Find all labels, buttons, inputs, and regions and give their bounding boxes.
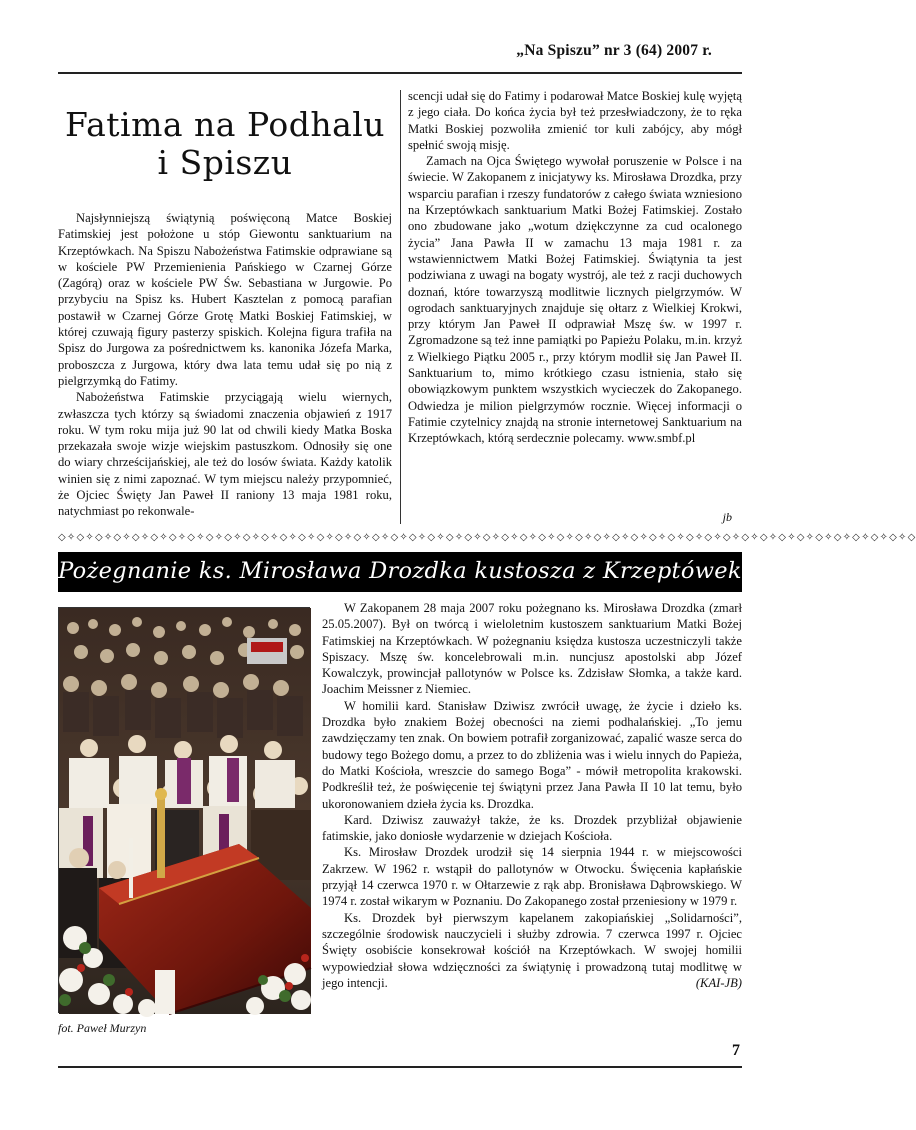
paragraph: W homilii kard. Stanisław Dziwisz zwrócił uwagę, że życie i dzieło ks. Drozdka było znakiem Bożej obecności na ziemi podhalańskiej. „To jemu zawdzięczamy ten znak. On bowiem potrafił zorganizować, zapalić wasze serca do budowy tego Bożego domu, a przez to do zbliżenia was i wielu innych do Papieża, do Matki Kościoła, wreszcie do samego Boga” - mówił metropolita krakowski. Podkreślił też, że poświęcenie tej świątyni przez Jana Pawła II 10 lat temu, było ukoronowaniem dzieła życia ks. Drozdka. — [322, 698, 742, 811]
article-left-column — [58, 88, 392, 520]
article-title-line-2: i Spiszu — [157, 143, 293, 182]
article-right-column — [408, 88, 742, 447]
funeral-photo-image — [59, 608, 311, 1014]
photo-caption: fot. Paweł Murzyn — [58, 1021, 147, 1035]
article-farewell-body — [322, 600, 742, 991]
column-divider — [400, 90, 401, 524]
paragraph: Nabożeństwa Fatimskie przyciągają wielu wiernych, zwłaszcza tych którzy są świadomi znaczenia objawień z 1917 roku. W tym roku mija już 90 lat od chwili kiedy Matka Boska przekazała swoje wizje wiejskim pastuszkom. Odnosiły się one do wiary chrześcijańskiej, ale też do losów świata. Każdy katolik winien się z nimi zapoznać. W tym miejscu należy przypomnieć, że Ojciec Święty Jan Paweł II raniony 13 maja 1981 roku, natychmiast po rekonwale- — [58, 390, 392, 519]
paragraph: Ks. Mirosław Drozdek urodził się 14 sierpnia 1944 r. w miejscowości Zakrzew. W 1962 r. wstąpił do pallotynów w Otwocku. Święcenia kapłańskie przyjął 14 czerwca 1970 r. w Ołtarzewie z rąk abp. Bronisława Dąbrowskiego. W 1974 r. został wikarym w Poznaniu. Do Zakopanego został przeniesiony w 1979 r. — [322, 845, 742, 909]
article-banner — [58, 552, 742, 592]
funeral-photo — [58, 607, 310, 1013]
paragraph: Kard. Dziwisz zauważył także, że ks. Drozdek przybliżał objawienie fatimskie, jako doniosłe wydarzenie w dziejach Kościoła. — [322, 812, 742, 844]
page-header — [58, 30, 742, 74]
paragraph: Ks. Drozdek był pierwszym kapelanem zakopiańskiej „Solidarności”, szczególnie środowisk nauczycieli i służby zdrowia. 7 czerwca 1997 r. Ojciec Święty osobiście konsekrował kościół na Krzeptówkach. W swojej homilii wypowiedział słowa wdzięczności za świątynię i prowadzoną tutaj modlitwę w jego intencji. — [322, 910, 742, 990]
source-agency: (KAI-JB) — [695, 976, 742, 991]
article-title — [58, 106, 392, 182]
paragraph: Zamach na Ojca Świętego wywołał poruszenie w Polsce i na świecie. W Zakopanem z inicjatywy ks. Mirosława Drozdka, przy wsparciu parafian i rzeszy fundatorów z całego świata wzniesiono na Krzeptówkach sanktuarium Matki Bożej Fatimskiej. Zostało ono zbudowane jako „wotum dziękczynne za cud ocalonego życia” Jana Pawła II w zamachu 13 maja 1981 r. za wstawiennictwem Matki Bożej Fatimskiej. Świątynia ta jest podziwiana z uwagi na bogaty wystrój, ale też z racji duchowych doznań, które towarzyszą modlitwie licznych pielgrzymów. W ogrodach sanktuaryjnych znajduje się ołtarz z Wielkiej Krokwi, przy którym Jan Paweł II odprawiał Mszę św. w 1997 r. Zgromadzone są też inne pamiątki po Papieżu Polaku, m.in. krzyż z Wielkiego Piątku 2005 r., przy którym modlił się Jan Paweł II. Sanktuarium to, mimo krótkiego czasu istnienia, stało się obowiązkowym punktem wszystkich wycieczek do Zakopanego. Odwiedza je milion pielgrzymów rocznie. Więcej informacji o Fatimie czytelnicy znajdą na stronie internetowej Sanktuarium na Krzeptówkach, którą serdecznie polecamy. www.smbf.pl — [408, 154, 742, 446]
article-fatima — [58, 88, 742, 534]
paragraph: Najsłynniejszą świątynią poświęconą Matce Boskiej Fatimskiej jest położone u stóp Giewontu sanktuarium na Krzeptówkach. Na Spiszu Nabożeństwa Fatimskie odprawiane są w kościele PW Przemienienia Pańskiego w Czarnej Górze (Zagórą) oraz w kościele PW Św. Sebastiana w Jurgowie. Po przybyciu na Spisz ks. Hubert Kasztelan z pomocą parafian postawił w Czarnej Górze Grotę Matki Boskiej Fatimskiej, w której czuwają figury pasterzy spiskich. Kolejna figura trafiła na Spisz do Jurgowa za pośrednictwem ks. kanonika Józefa Marka, proboszcza z Jurgowa, który dwa lata temu udał się po nią z pielgrzymką do Fatimy. — [58, 211, 392, 388]
magazine-issue-title: „Na Spiszu” nr 3 (64) 2007 r. — [516, 42, 712, 59]
author-signature: jb — [722, 510, 732, 524]
article-title-line-1: Fatima na Podhalu — [64, 105, 386, 144]
paragraph: scencji udał się do Fatimy i podarował Matce Boskiej kulę wyjętą z jego ciała. Do końca życia był też przesłwiadczony, że to ręka Matki Boskiej pozwoliła zmienić tor kuli zabójcy, aby mógł spełnić swoją misję. — [408, 89, 742, 152]
paragraph: W Zakopanem 28 maja 2007 roku pożegnano ks. Mirosława Drozdka (zmarł 25.05.2007). Był on twórcą i wieloletnim kustoszem sanktuarium Matki Bożej Fatimskiej na Krzeptówkach. W pożegnaniu księdza kustosza uczestniczyli także Spiszacy. Mszę św. koncelebrowali m.in. nuncjusz apostolski abp Józef Kowalczyk, prowincjał pallotynów w Polsce ks. Zdzisław Słomka, a także kard. Joachim Meissner z Niemiec. — [322, 601, 742, 697]
header-rule — [58, 72, 742, 74]
footer-rule — [58, 1066, 742, 1068]
page-number: 7 — [732, 1042, 740, 1059]
ornamental-divider: ◇✧◇✧◇✧◇✧◇✧◇✧◇✧◇✧◇✧◇✧◇✧◇✧◇✧◇✧◇✧◇✧◇✧◇✧◇✧◇✧◇✧◇✧◇✧◇✧◇✧◇✧◇✧◇✧◇✧◇✧◇✧◇✧◇✧◇✧◇✧◇✧◇✧◇✧◇✧◇✧◇✧◇✧◇✧◇✧◇✧◇✧◇ — [58, 532, 916, 543]
banner-title: Pożegnanie ks. Mirosława Drozdka kustosza z Krzeptówek — [58, 558, 742, 584]
